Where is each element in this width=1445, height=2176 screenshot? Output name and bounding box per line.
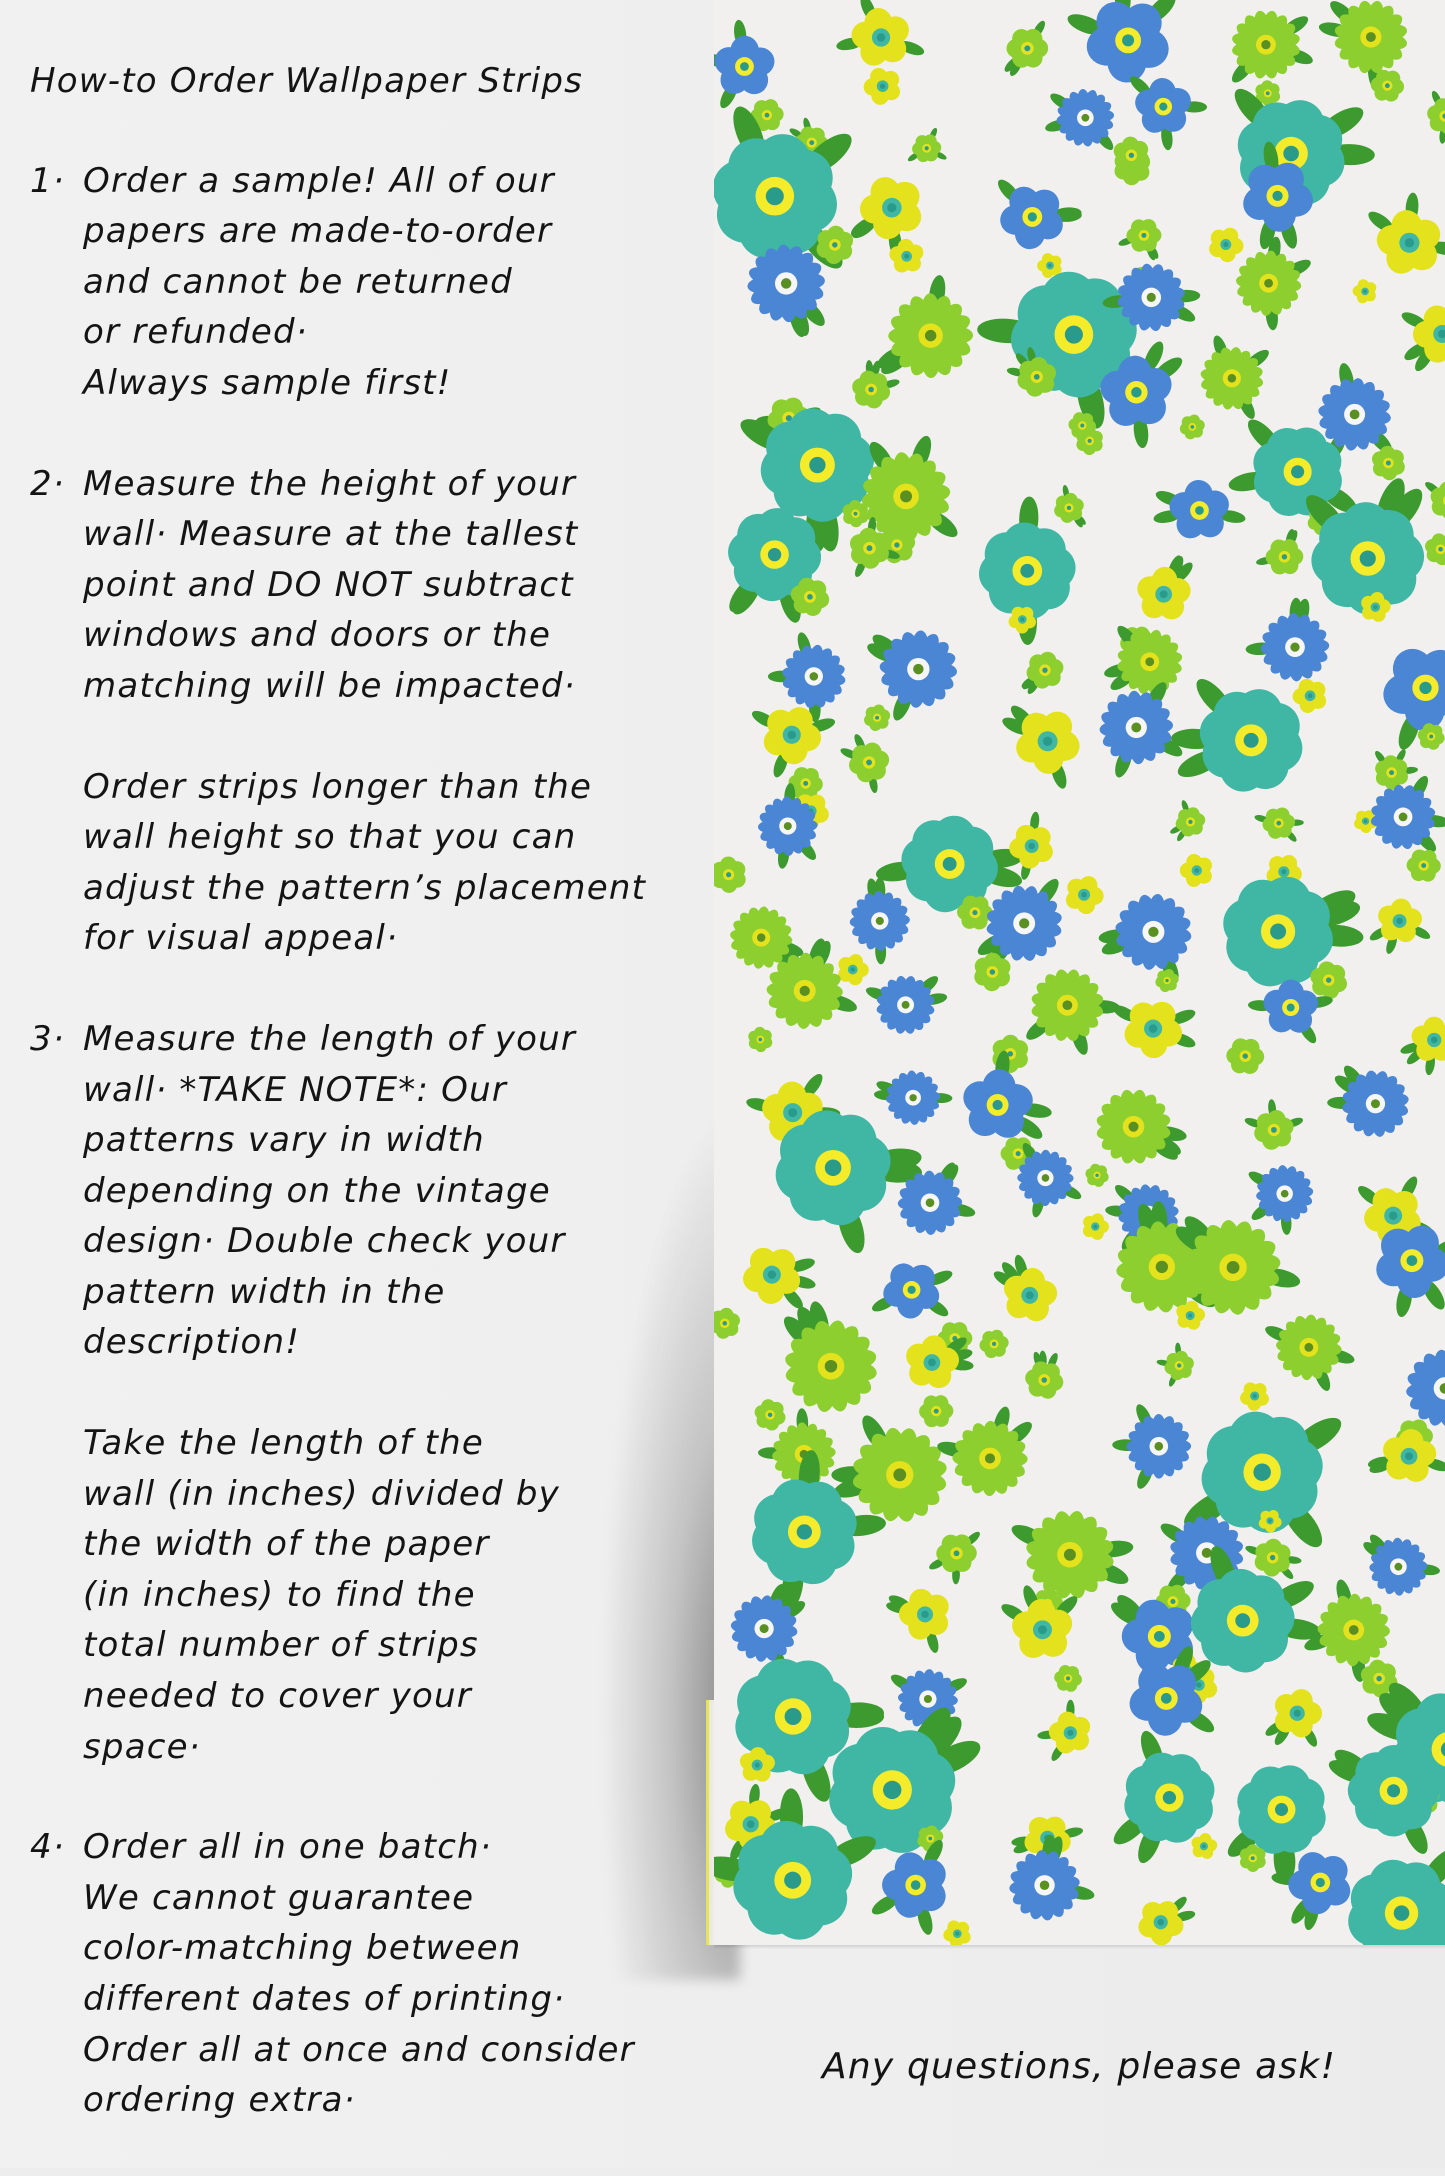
step-text: Take the length of the wall (in inches) divided by the width of the paper (in inches) to find the total number of strips needed to cover your space·: [83, 1423, 560, 1767]
step-1: [30, 156, 730, 409]
step-4: [30, 1822, 730, 2126]
step-text: Order a sample! All of our papers are made-to-order and cannot be returned or refunded· Always sample first!: [83, 160, 555, 403]
closing-note: Any questions, please ask!: [822, 2046, 1337, 2087]
floral-pattern: [714, 0, 1445, 1945]
step-number: 4·: [30, 1827, 65, 1868]
step-text: Measure the height of your wall· Measure at the tallest point and DO NOT subtract windows and doors or the matching will be impacted·: [83, 463, 579, 706]
step-number: 2·: [30, 463, 65, 504]
wallpaper-strip: [714, 0, 1445, 1945]
strip-bottom-edge: [714, 1945, 1445, 1949]
instructions-panel: [30, 56, 730, 2176]
step-text: Order strips longer than the wall height so that you can adjust the pattern’s placement for visual appeal·: [83, 766, 647, 959]
step-number: 1·: [30, 160, 65, 201]
step-text: Order all in one batch· We cannot guarantee color-matching between different dates of printing· Order all at once and consider ordering extra·: [83, 1827, 635, 2121]
step-text: Measure the length of your wall· *TAKE NOTE*: Our patterns vary in width depending on the vintage design· Double check your pattern width in the description!: [83, 1018, 577, 1363]
step-3: [30, 1014, 730, 1772]
step-number: 3·: [30, 1018, 65, 1059]
step-2: [30, 459, 730, 964]
instructions-title: How-to Order Wallpaper Strips: [30, 61, 584, 101]
